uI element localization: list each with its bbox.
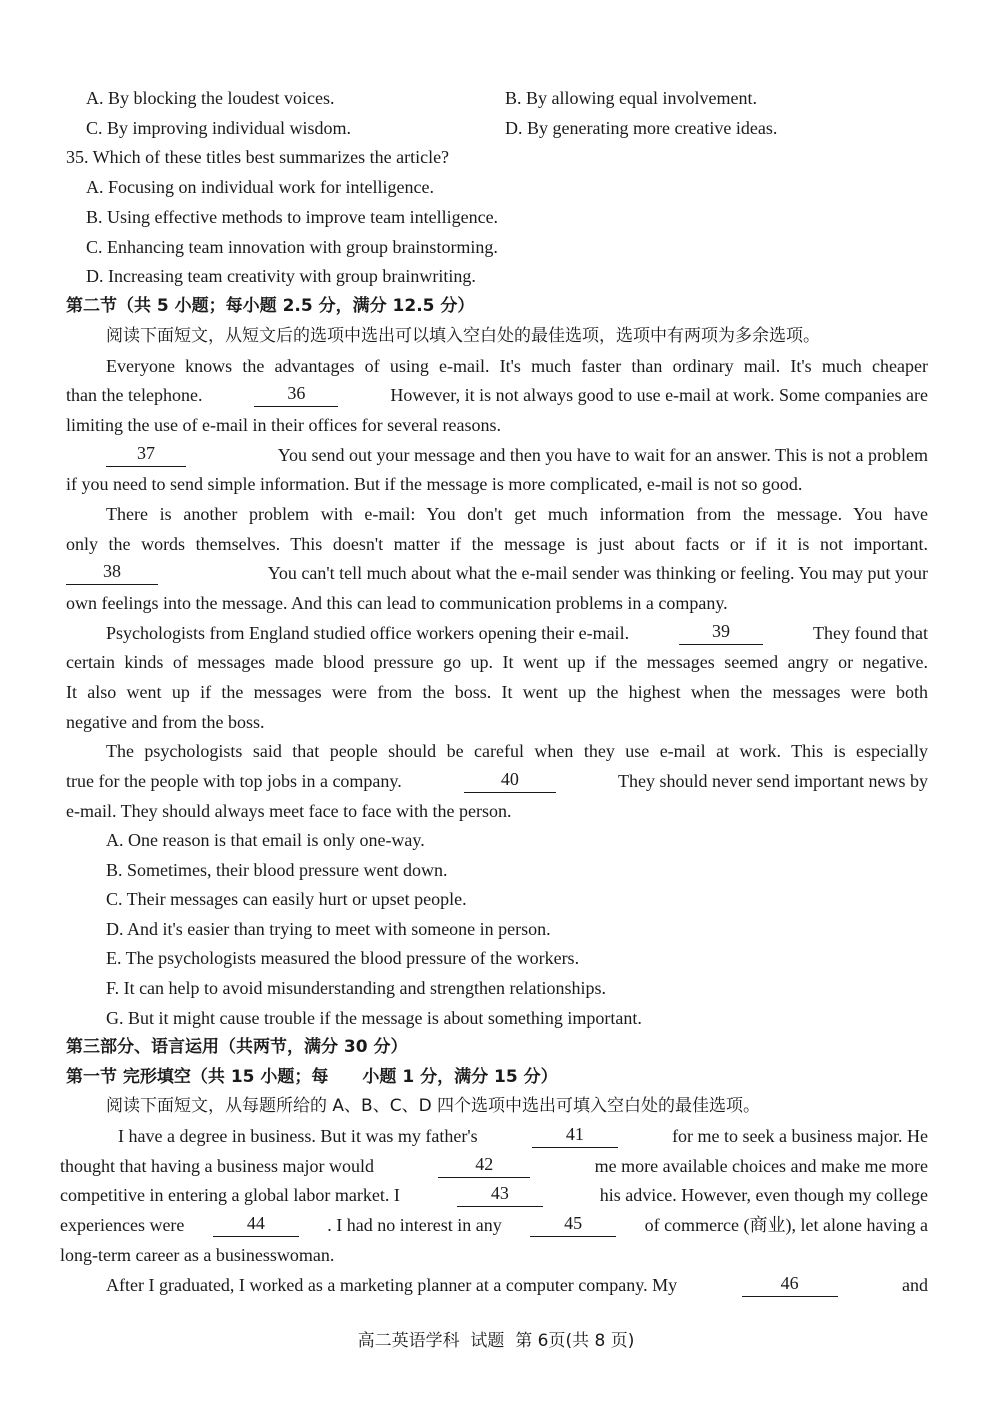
p1-text-a: than the telephone.	[66, 385, 203, 405]
s2-option-d: D. And it's easier than trying to meet with someone in person.	[106, 919, 551, 939]
blank-40[interactable]: 40	[464, 769, 556, 793]
s2-option-g: G. But it might cause trouble if the message is about something important.	[106, 1008, 642, 1028]
p3-line4: own feelings into the message. And this can lead to communication problems in a company.	[66, 593, 728, 613]
blank-39[interactable]: 39	[679, 621, 763, 645]
p5-text-a: true for the people with top jobs in a company.	[66, 771, 402, 791]
p5-line3: e-mail. They should always meet face to face with the person.	[66, 801, 512, 821]
c1-text-4c: of commerce (商业), let alone having a	[644, 1215, 928, 1235]
q34-option-a: A. By blocking the loudest voices.	[86, 88, 335, 108]
p2-line2: if you need to send simple information. But if the message is more complicated, e-mail is not so good.	[66, 474, 803, 494]
section2-heading: 第二节（共 5 小题；每小题 2.5 分，满分 12.5 分）	[66, 296, 475, 316]
q35-option-a: A. Focusing on individual work for intelligence.	[86, 177, 434, 197]
p1-line1: Everyone knows the advantages of using e-mail. It's much faster than ordinary mail. It's much cheaper	[106, 356, 928, 376]
p1-text-b: However, it is not always good to use e-mail at work. Some companies are	[390, 385, 928, 405]
p4-line2: certain kinds of messages made blood pressure go up. It went up if the messages seemed angry or negative.	[66, 652, 928, 672]
q34-option-d: D. By generating more creative ideas.	[505, 118, 778, 138]
blank-46[interactable]: 46	[742, 1273, 838, 1297]
c1-text-4b: . I had no interest in any	[327, 1215, 502, 1235]
blank-43[interactable]: 43	[457, 1183, 543, 1207]
q35-stem: 35. Which of these titles best summarizes the article?	[66, 147, 450, 167]
c1-line4	[60, 1213, 928, 1237]
part3-sub-heading: 第一节 完形填空（共 15 小题；每 小题 1 分，满分 15 分）	[66, 1067, 558, 1087]
page-footer: 高二英语学科 试题 第 6页(共 8 页)	[357, 1331, 635, 1351]
blank-38[interactable]: 38	[66, 561, 158, 585]
c1-text-4a: experiences were	[60, 1215, 185, 1235]
p5-text-b: They should never send important news by	[618, 771, 928, 791]
p3-line3	[66, 561, 928, 585]
c1-line5: long-term career as a businesswoman.	[60, 1245, 335, 1265]
p4-line1	[106, 621, 928, 645]
c2-line1	[106, 1273, 928, 1297]
p4-line3: It also went up if the messages were from the boss. It went up the highest when the messages were both	[66, 682, 928, 702]
blank-42[interactable]: 42	[438, 1154, 530, 1178]
p3-line1: There is another problem with e-mail: You don't get much information from the message. You have	[106, 504, 928, 524]
blank-44[interactable]: 44	[213, 1213, 299, 1237]
p4-line4: negative and from the boss.	[66, 712, 265, 732]
c1-text-3a: competitive in entering a global labor market. I	[60, 1185, 400, 1205]
blank-36[interactable]: 36	[254, 383, 338, 407]
q35-option-b: B. Using effective methods to improve team intelligence.	[86, 207, 499, 227]
p3-line2: only the words themselves. This doesn't matter if the message is just about facts or if it is not important.	[66, 534, 928, 554]
p1-line2	[66, 383, 928, 407]
p5-line1: The psychologists said that people should be careful when they use e-mail at work. This is especially	[106, 741, 928, 761]
part3-heading: 第三部分、语言运用（共两节，满分 30 分）	[66, 1037, 408, 1057]
q34-option-c: C. By improving individual wisdom.	[86, 118, 352, 138]
p4-text-b: They found that	[813, 623, 928, 643]
p1-line3: limiting the use of e-mail in their offices for several reasons.	[66, 415, 502, 435]
p3-text-b: You can't tell much about what the e-mail sender was thinking or feeling. You may put your	[267, 563, 928, 583]
section2-instruction: 阅读下面短文，从短文后的选项中选出可以填入空白处的最佳选项，选项中有两项为多余选项。	[106, 326, 820, 346]
c1-line3	[60, 1183, 928, 1207]
c1-text-2a: thought that having a business major would	[60, 1156, 374, 1176]
blank-37[interactable]: 37	[106, 443, 186, 467]
s2-option-e: E. The psychologists measured the blood pressure of the workers.	[106, 948, 580, 968]
c1-line1	[118, 1124, 928, 1148]
s2-option-c: C. Their messages can easily hurt or upset people.	[106, 889, 467, 909]
blank-41[interactable]: 41	[532, 1124, 618, 1148]
c2-text-1b: and	[902, 1275, 928, 1295]
blank-45[interactable]: 45	[530, 1213, 616, 1237]
s2-option-a: A. One reason is that email is only one-way.	[106, 830, 425, 850]
q35-option-d: D. Increasing team creativity with group brainwriting.	[86, 266, 476, 286]
p4-text-a: Psychologists from England studied office workers opening their e-mail.	[106, 623, 630, 643]
c1-text-1b: for me to seek a business major. He	[672, 1126, 928, 1146]
s2-option-b: B. Sometimes, their blood pressure went down.	[106, 860, 448, 880]
c1-text-2b: me more available choices and make me more	[594, 1156, 928, 1176]
s2-option-f: F. It can help to avoid misunderstanding and strengthen relationships.	[106, 978, 606, 998]
c1-line2	[60, 1154, 928, 1178]
p5-line2	[66, 769, 928, 793]
p2-text-b: You send out your message and then you have to wait for an answer. This is not a problem	[277, 445, 928, 465]
c1-text-3b: his advice. However, even though my college	[599, 1185, 928, 1205]
p2-line1	[106, 443, 928, 467]
part3-instruction: 阅读下面短文，从每题所给的 A、B、C、D 四个选项中选出可填入空白处的最佳选项。	[106, 1096, 761, 1116]
c2-text-1a: After I graduated, I worked as a marketing planner at a computer company. My	[106, 1275, 678, 1295]
c1-text-1a: I have a degree in business. But it was my father's	[118, 1126, 478, 1146]
q34-option-b: B. By allowing equal involvement.	[505, 88, 757, 108]
q35-option-c: C. Enhancing team innovation with group brainstorming.	[86, 237, 498, 257]
